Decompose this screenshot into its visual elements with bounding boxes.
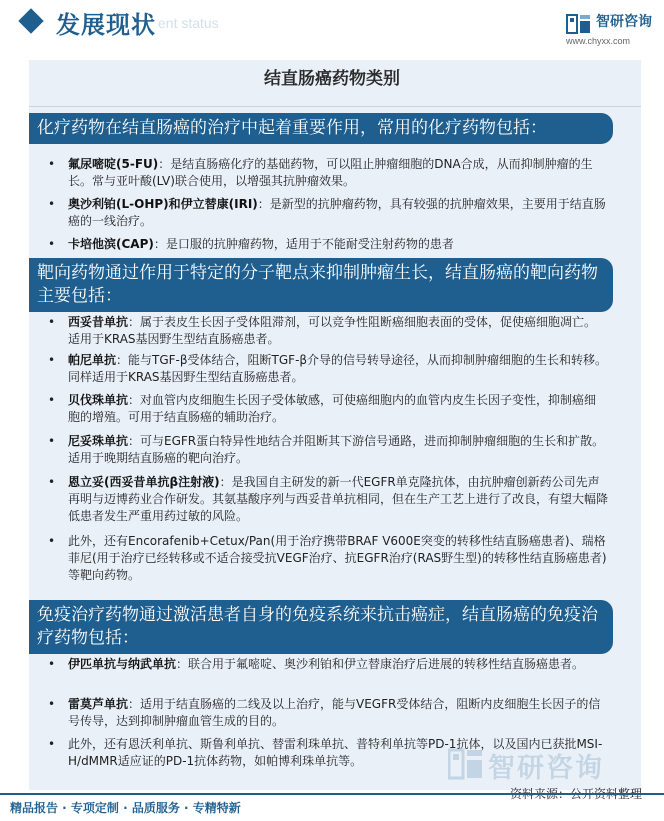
drug-desc: ：能与TGF-β受体结合，阻断TGF-β介导的信号转导途径，从而抑制肿瘤细胞的生长和转移。同样适用于KRAS基因野生型结直肠癌患者。 [68, 353, 608, 384]
drug-desc: ：是新型的抗肿瘤药物，具有较强的抗肿瘤效果，主要用于结直肠癌的一线治疗。 [68, 197, 606, 228]
bullet-icon: • [48, 393, 56, 407]
drug-desc: ：是我国自主研发的新一代EGFR单克隆抗体，由抗肿瘤创新药公司先声再明与迈博药业合作研发。其氨基酸序列与西妥昔单抗相同，但在生产工艺上进行了改良，有望大幅降低患者发生严重用药过敏的风险。 [68, 475, 609, 523]
list-item [48, 433, 608, 467]
page-header [0, 0, 664, 52]
drug-name: 贝伐珠单抗 [68, 393, 129, 407]
list-item [48, 156, 608, 190]
bullet-icon: • [48, 315, 56, 329]
section-targeted-title: 靶向药物通过作用于特定的分子靶点来抑制肿瘤生长，结直肠癌的靶向药物主要包括： [29, 258, 613, 312]
drug-name: 西妥昔单抗 [68, 315, 129, 329]
drug-desc: 此外，还有Encorafenib+Cetux/Pan(用于治疗携带BRAF V600E突变的转移性结直肠癌患者)、瑞格菲尼(用于治疗已经转移或不适合接受抗VEGF治疗、抗EGFR治疗(RAS野生型)的转移性结直肠癌患者)等靶向药物。 [68, 534, 607, 582]
drug-desc: ：联合用于氟嘧啶、奥沙利铂和伊立替康治疗后进展的转移性结直肠癌患者。 [176, 657, 585, 671]
list-item [48, 392, 608, 426]
bullet-icon: • [48, 237, 56, 251]
drug-name: 雷莫芦单抗 [68, 697, 129, 711]
list-item [48, 236, 608, 253]
drug-desc: ：是结直肠癌化疗的基础药物，可以阻止肿瘤细胞的DNA合成，从而抑制肿瘤的生长。常与亚叶酸(LV)联合使用，以增强其抗肿瘤效果。 [68, 157, 593, 188]
drug-desc: ：适用于结直肠癌的二线及以上治疗，能与VEGFR受体结合，阻断内皮细胞生长因子的信号传导，达到抑制肿瘤血管生成的目的。 [68, 697, 601, 728]
list-item [48, 696, 608, 730]
list-item [48, 352, 608, 386]
page-title-en: ent status [158, 15, 219, 31]
drug-desc: ：是口服的抗肿瘤药物，适用于不能耐受注射药物的患者 [153, 237, 454, 251]
brand-logo-icon [566, 13, 592, 35]
watermark [448, 744, 628, 784]
list-item [48, 314, 608, 348]
footer-divider [0, 793, 664, 795]
section-chemo-title: 化疗药物在结直肠癌的治疗中起着重要作用，常用的化疗药物包括： [29, 113, 613, 144]
drug-name: 恩立妥(西妥昔单抗β注射液) [68, 475, 220, 489]
bullet-icon: • [48, 534, 56, 548]
drug-name: 帕尼单抗 [68, 353, 117, 367]
brand-url: www.chyxx.com [566, 36, 631, 46]
bullet-icon: • [48, 434, 56, 448]
bullet-icon: • [48, 737, 56, 751]
watermark-text: 智研咨询 [488, 753, 604, 784]
bullet-icon: • [48, 197, 56, 211]
divider [29, 106, 641, 107]
watermark-logo-icon [448, 748, 484, 780]
main-heading: 结直肠癌药物类别 [264, 69, 400, 89]
list-item [48, 656, 608, 673]
bullet-icon: • [48, 475, 56, 489]
drug-desc: ：属于表皮生长因子受体阻滞剂，可以竞争性阻断癌细胞表面的受体，促使癌细胞凋亡。适用于KRAS基因野生型结直肠癌患者。 [68, 315, 597, 346]
drug-desc: ：对血管内皮细胞生长因子受体敏感，可使癌细胞内的血管内皮生长因子变性，抑制癌细胞的增殖。可用于结直肠癌的辅助治疗。 [68, 393, 597, 424]
bullet-icon: • [48, 353, 56, 367]
drug-name: 尼妥珠单抗 [68, 434, 129, 448]
drug-desc: ：可与EGFR蛋白特异性地结合并阻断其下游信号通路，进而抑制肿瘤细胞的生长和扩散。适用于晚期结直肠癌的靶向治疗。 [68, 434, 605, 465]
page-title: 发展现状 [56, 11, 156, 39]
drug-name: 伊匹单抗与纳武单抗 [68, 657, 177, 671]
section-immuno-title: 免疫治疗药物通过激活患者自身的免疫系统来抗击癌症，结直肠癌的免疫治疗药物包括： [29, 600, 613, 654]
bullet-icon: • [48, 697, 56, 711]
drug-name: 奥沙利铂(L-OHP)和伊立替康(IRI) [68, 197, 258, 211]
drug-name: 卡培他滨(CAP) [68, 237, 154, 251]
bullet-icon: • [48, 657, 56, 671]
diamond-icon [18, 8, 43, 33]
drug-desc: 此外，还有恩沃利单抗、斯鲁利单抗、替雷利珠单抗、普特利单抗等PD-1抗体，以及国内已获批MSI-H/dMMR适应证的PD-1抗体药物，如帕博利珠单抗等。 [68, 737, 603, 768]
list-item [48, 196, 608, 230]
drug-name: 氟尿嘧啶(5-FU) [68, 157, 159, 171]
brand-name: 智研咨询 [596, 14, 652, 30]
footer-tagline: 精品报告 · 专项定制 · 品质服务 · 专精特新 [10, 801, 241, 815]
bullet-icon: • [48, 157, 56, 171]
list-item [48, 533, 608, 584]
list-item [48, 474, 608, 525]
